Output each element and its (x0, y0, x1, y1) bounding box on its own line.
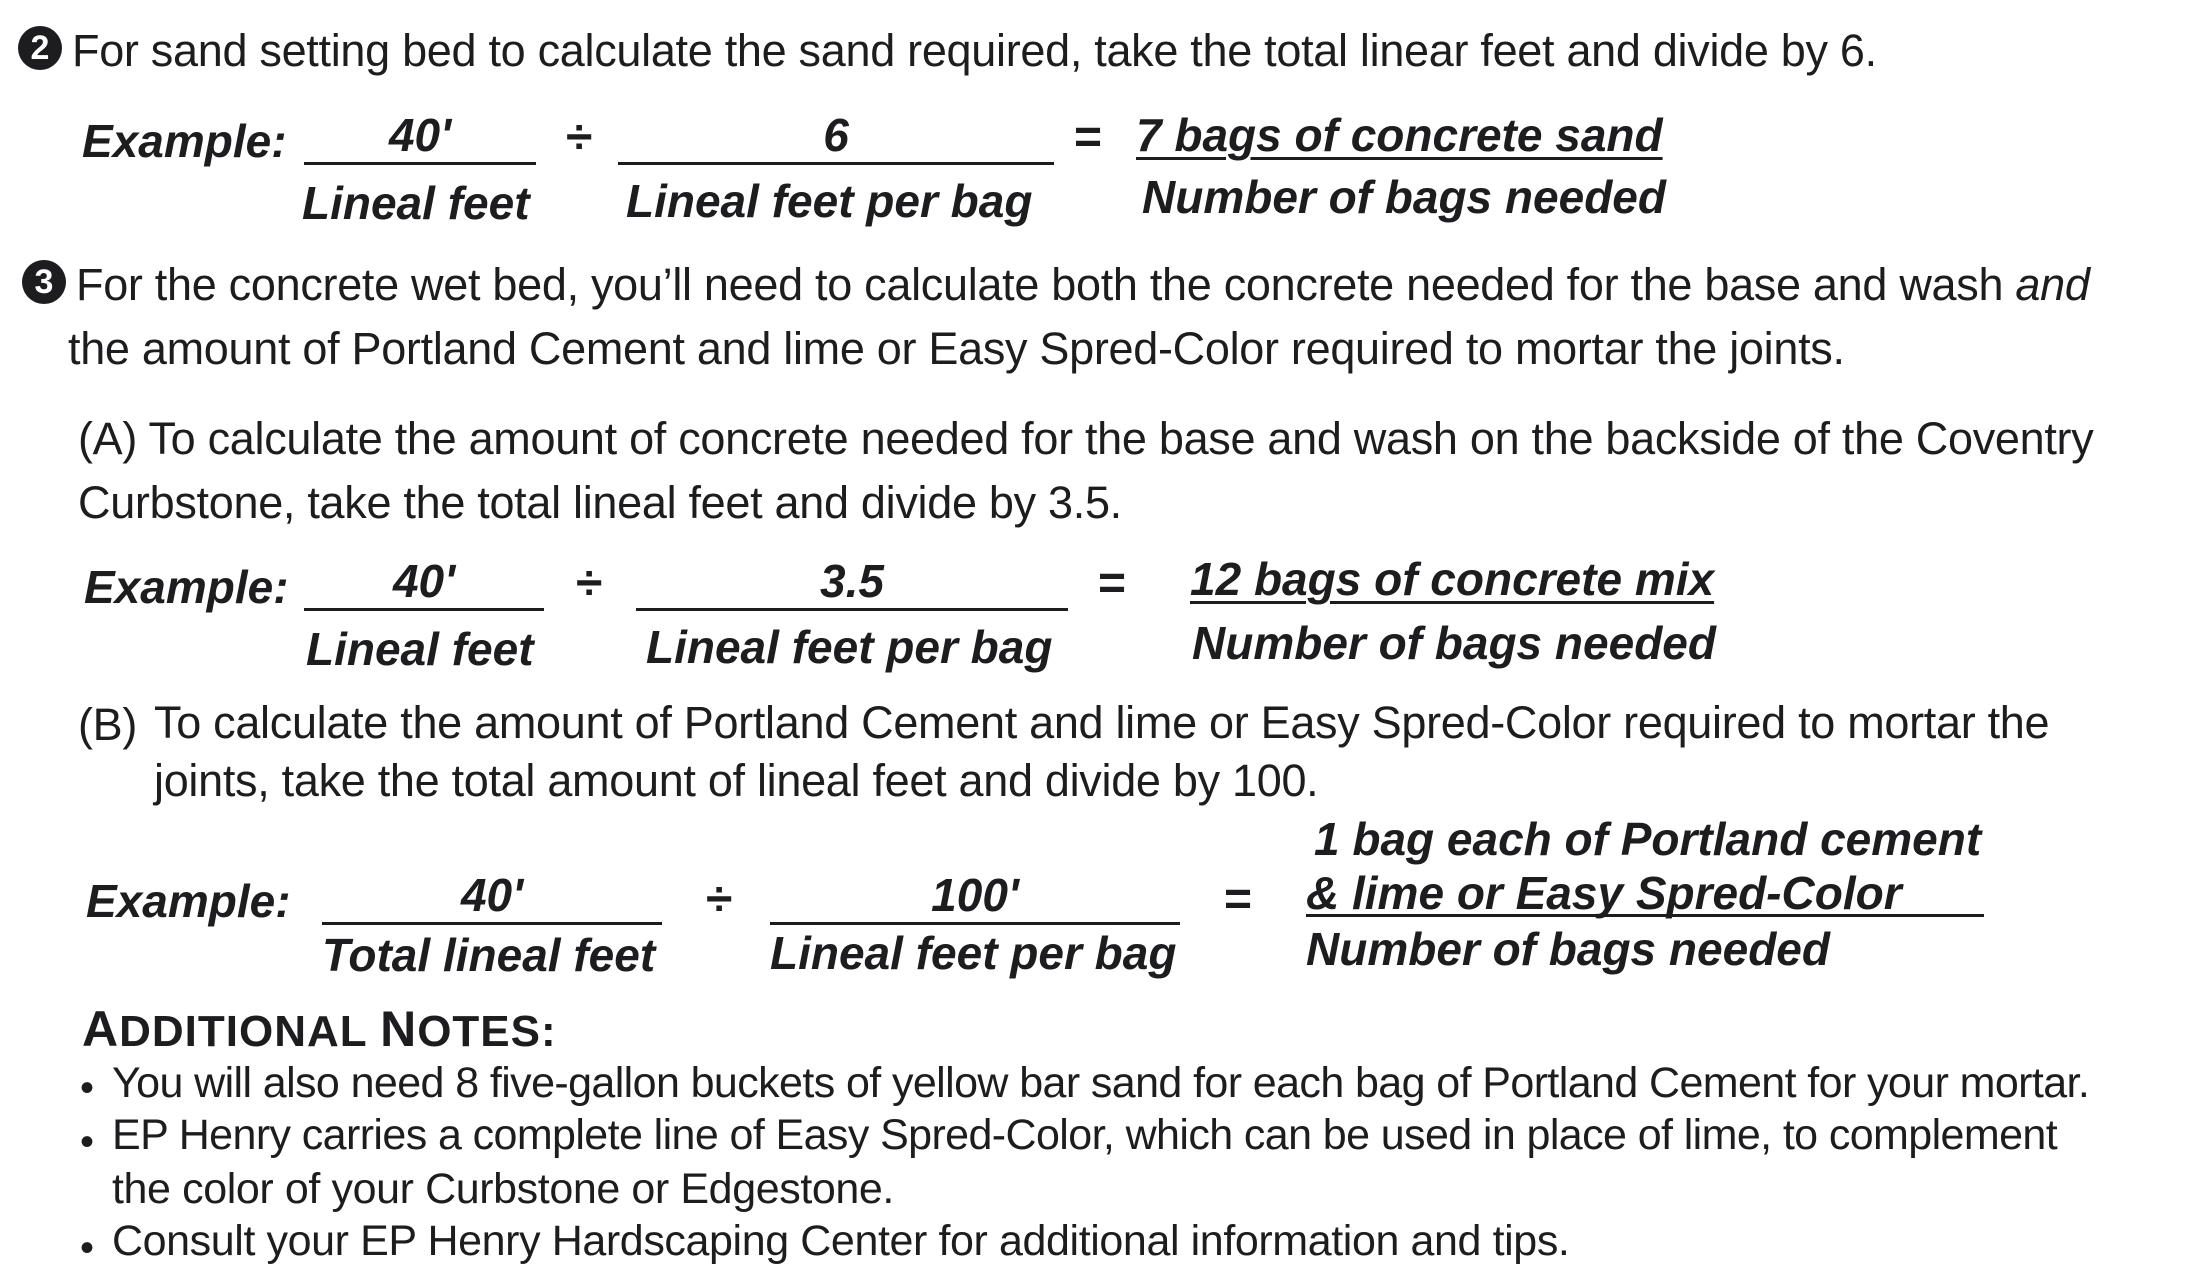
note-item-3: Consult your EP Henry Hardscaping Center for additional information and tips. (112, 1217, 1570, 1265)
caption-lineal-feet: Lineal feet (302, 177, 530, 229)
part-b-instruction-line1: To calculate the amount of Portland Cement and lime or Easy Spred-Color required to mortar the (154, 697, 2050, 748)
step-2-instruction: For sand setting bed to calculate the sand required, take the total linear feet and divide by 6. (72, 25, 1877, 76)
example-label: Example: (82, 115, 287, 167)
equals-sign: = (1098, 557, 1127, 610)
step-3-text-italic: and (2015, 259, 2090, 310)
example-label: Example: (86, 875, 291, 927)
result-underline (1306, 914, 1984, 917)
step-3-instruction-line1 (76, 259, 2090, 310)
divide-sign: ÷ (576, 557, 603, 610)
bullet: • (80, 1066, 95, 1110)
part-a-instruction-line1: (A) To calculate the amount of concrete needed for the base and wash on the backside of the Coventry (78, 413, 2094, 464)
notes-heading-cap-a: A (82, 1001, 120, 1057)
example-value-feet-per-bag: 100' (770, 872, 1180, 925)
notes-heading-rest-1: DDITIONAL (119, 1007, 367, 1056)
example-result: 7 bags of concrete sand (1136, 109, 1663, 161)
equals-sign: = (1074, 111, 1103, 164)
part-b-prefix: (B) (78, 699, 138, 750)
caption-bags-needed: Number of bags needed (1192, 617, 1716, 669)
equals-sign: = (1224, 873, 1253, 926)
example-result: 12 bags of concrete mix (1190, 553, 1715, 605)
caption-bags-needed: Number of bags needed (1306, 923, 1830, 975)
example-value-lineal-feet: 40' (304, 112, 536, 165)
notes-heading-cap-n: N (380, 1001, 418, 1057)
divide-sign: ÷ (706, 873, 733, 926)
step-3-text: For the concrete wet bed, you’ll need to calculate both the concrete needed for the base and wash (76, 259, 2016, 310)
note-item-2-line2: the color of your Curbstone or Edgestone. (112, 1165, 894, 1213)
divide-sign: ÷ (566, 111, 593, 164)
caption-feet-per-bag: Lineal feet per bag (626, 175, 1033, 227)
caption-feet-per-bag: Lineal feet per bag (646, 621, 1053, 673)
note-item-2-line1: EP Henry carries a complete line of Easy Spred-Color, which can be used in place of lime, to complement (112, 1111, 2058, 1159)
step-number-badge (22, 260, 66, 304)
example-value-lineal-feet: 40' (304, 558, 544, 611)
step-number: 3 (34, 262, 54, 301)
caption-bags-needed: Number of bags needed (1142, 171, 1666, 223)
example-value-feet-per-bag: 6 (618, 112, 1054, 165)
bullet: • (80, 1120, 95, 1164)
step-number: 2 (30, 28, 50, 67)
example-value-total-lineal-feet: 40' (322, 872, 662, 925)
caption-feet-per-bag: Lineal feet per bag (770, 927, 1177, 979)
result-line-2: & lime or Easy Spred-Color (1306, 867, 1902, 919)
result-line-1: 1 bag each of Portland cement (1314, 813, 1982, 865)
notes-heading (82, 1000, 557, 1058)
step-3-instruction-line2: the amount of Portland Cement and lime or Easy Spred-Color required to mortar the joints. (68, 323, 1845, 374)
bullet: • (80, 1226, 95, 1270)
example-label: Example: (84, 561, 289, 613)
note-item-1: You will also need 8 five-gallon buckets of yellow bar sand for each bag of Portland Cement for your mortar. (112, 1059, 2090, 1107)
part-b-instruction-line2: joints, take the total amount of lineal feet and divide by 100. (154, 755, 1319, 806)
part-a-instruction-line2: Curbstone, take the total lineal feet and divide by 3.5. (78, 477, 1122, 528)
notes-heading-rest-2: OTES: (417, 1007, 557, 1056)
caption-total-lineal-feet: Total lineal feet (322, 929, 656, 981)
example-value-feet-per-bag: 3.5 (636, 558, 1068, 611)
caption-lineal-feet: Lineal feet (306, 623, 534, 675)
step-number-badge (18, 26, 62, 70)
